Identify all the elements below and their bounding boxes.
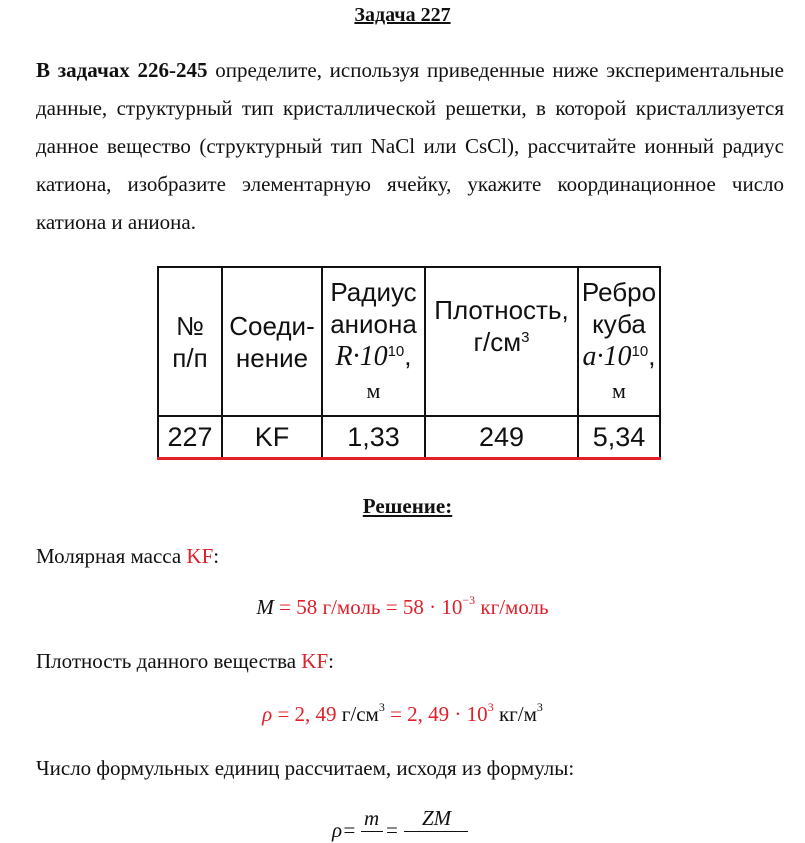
statement-text: определите, используя приведенные ниже экспериментальные данные, структурный тип кристаллической решетки, в которой кристаллизуется данное вещество (структурный тип NaCl или CsCl), рассчитайте ионный радиус катиона, изобразите элементарную ячейку, укажите координационное число катиона и аниона. bbox=[36, 58, 784, 234]
eq1-symbol: M bbox=[256, 595, 274, 619]
header-edge bbox=[578, 267, 660, 416]
header-edge-line1: Ребро bbox=[581, 277, 657, 307]
cell-number: 227 bbox=[158, 416, 222, 459]
eq2-unit-a-exp: 3 bbox=[378, 700, 385, 714]
molar-mass-substance: KF bbox=[186, 544, 214, 568]
molar-mass-line bbox=[36, 544, 219, 569]
header-radius-symbol: R·10 bbox=[335, 341, 388, 372]
header-number-line2: п/п bbox=[172, 342, 208, 373]
problem-title: Задача 227 bbox=[354, 4, 451, 26]
header-edge-comma: , bbox=[648, 341, 656, 371]
header-radius-comma: , bbox=[404, 341, 412, 371]
header-edge-unit: м bbox=[612, 378, 626, 403]
density-substance: KF bbox=[301, 649, 329, 673]
table-header-row bbox=[158, 267, 660, 416]
header-radius-line2: аниона bbox=[330, 309, 417, 339]
statement-lead: В задачах 226-245 bbox=[36, 58, 208, 82]
formula-intro: Число формульных единиц рассчитаем, исходя из формулы: bbox=[36, 756, 575, 780]
eq2-value-b: = 2, 49 · 10 bbox=[384, 702, 488, 726]
density-line bbox=[36, 649, 334, 674]
formula-lhs: ρ= bbox=[332, 818, 357, 842]
density-equation bbox=[0, 702, 805, 727]
header-density bbox=[425, 267, 578, 416]
header-edge-symbol: a·10 bbox=[582, 341, 632, 372]
formula-numerator-m: m bbox=[364, 806, 380, 830]
fraction-bar-1 bbox=[361, 831, 383, 832]
density-colon: : bbox=[328, 649, 334, 673]
eq2-value-b-exp: 3 bbox=[487, 700, 494, 714]
header-edge-line2: куба bbox=[592, 309, 646, 339]
cell-edge: 5,34 bbox=[578, 416, 660, 459]
header-edge-exp: 10 bbox=[631, 343, 649, 360]
header-number bbox=[158, 267, 222, 416]
solution-heading: Решение: bbox=[362, 494, 453, 518]
header-radius-unit: м bbox=[366, 378, 381, 403]
eq2-unit-a: г/см bbox=[341, 702, 379, 726]
density-label: Плотность данного вещества bbox=[36, 649, 302, 673]
header-compound-line2: нение bbox=[235, 342, 309, 373]
cell-compound: KF bbox=[222, 416, 322, 459]
fraction-bar-2 bbox=[404, 831, 468, 832]
formula-numerator-zm: ZM bbox=[422, 806, 452, 830]
molar-mass-colon: : bbox=[213, 544, 220, 568]
eq1-exp: −3 bbox=[462, 593, 476, 607]
header-number-line1: № bbox=[176, 310, 204, 341]
eq2-unit-b: кг/м bbox=[493, 702, 537, 726]
cell-density: 249 bbox=[425, 416, 578, 459]
cell-radius: 1,33 bbox=[322, 416, 425, 459]
header-density-unit: г/см bbox=[473, 326, 522, 357]
eq2-value-a: = 2, 49 bbox=[272, 702, 342, 726]
formula-equals: = bbox=[386, 818, 398, 842]
table-row bbox=[158, 416, 660, 459]
header-compound bbox=[222, 267, 322, 416]
molar-mass-label: Молярная масса bbox=[36, 544, 187, 568]
header-compound-line1: Соеди- bbox=[229, 310, 315, 341]
header-density-line1: Плотность, bbox=[434, 294, 569, 325]
header-radius bbox=[322, 267, 425, 416]
molar-mass-equation bbox=[0, 595, 805, 620]
data-table bbox=[157, 266, 661, 460]
eq1-value: = 58 г/моль = 58 · 10 bbox=[273, 595, 463, 619]
header-radius-exp: 10 bbox=[387, 343, 405, 360]
eq1-unit: кг/моль bbox=[475, 595, 549, 619]
header-radius-line1: Радиус bbox=[330, 277, 417, 307]
header-density-exp: 3 bbox=[521, 328, 530, 346]
problem-statement bbox=[36, 51, 784, 241]
eq2-symbol: ρ bbox=[262, 702, 273, 726]
eq2-unit-b-exp: 3 bbox=[536, 700, 543, 714]
